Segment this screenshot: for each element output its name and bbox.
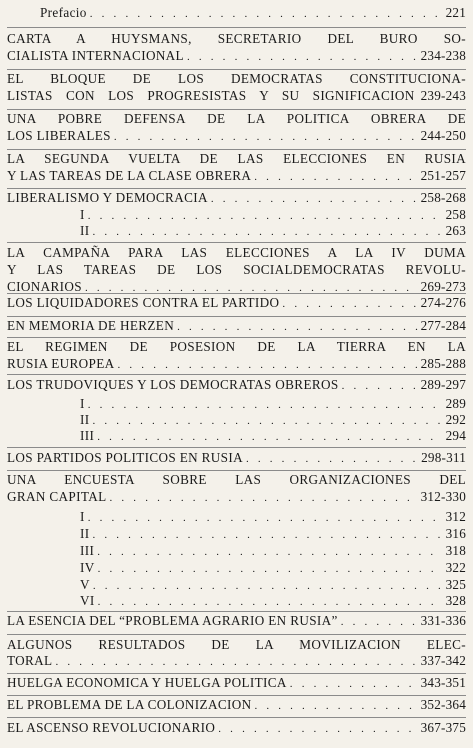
- dot-leader: [254, 169, 417, 185]
- toc-entry-title: LOS LIQUIDADORES CONTRA EL PARTIDO: [7, 295, 280, 310]
- toc-page-number: 294: [445, 428, 466, 443]
- toc-entry-title: CARTA A HUYSMANS, SECRETARIO DEL BURO SO-: [7, 31, 466, 46]
- toc-page-number: 298-311: [421, 450, 466, 465]
- toc-entry-title: Y LAS TAREAS DE LA CLASE OBRERA: [7, 168, 252, 183]
- dot-leader: [90, 6, 443, 22]
- dot-leader: [187, 49, 418, 65]
- entry-divider: [7, 242, 466, 243]
- dot-leader: [177, 319, 418, 335]
- toc-subsection-numeral: I: [80, 396, 85, 411]
- toc-entry-title: UNA ENCUESTA SOBRE LAS ORGANIZACIONES DEL: [7, 472, 466, 487]
- toc-subsection-numeral: II: [80, 526, 90, 541]
- toc-page-number: 258: [445, 207, 466, 222]
- dot-leader: [97, 429, 442, 445]
- toc-subsection: [80, 559, 466, 577]
- toc-subsection-numeral: I: [80, 207, 85, 222]
- dot-leader: [110, 490, 418, 506]
- entry-divider: [7, 27, 466, 28]
- toc-entry-encuesta-gran-capital: [7, 488, 466, 506]
- toc-entry-title: CIALISTA INTERNACIONAL: [7, 48, 184, 63]
- dot-leader: [211, 191, 418, 207]
- toc-entry-title-line: [7, 338, 466, 356]
- toc-page-number: 367-375: [420, 720, 466, 735]
- toc-entry-title-line: [7, 70, 466, 88]
- dot-leader: [290, 676, 418, 692]
- toc-entry-title: EL PROBLEMA DE LA COLONIZACION: [7, 697, 252, 712]
- toc-entry-title: HUELGA ECONOMICA Y HUELGA POLITICA: [7, 675, 287, 690]
- toc-page-number: 312: [445, 509, 466, 524]
- toc-subsection-numeral: I: [80, 509, 85, 524]
- dot-leader: [246, 451, 418, 467]
- dot-leader: [88, 510, 443, 526]
- dot-leader: [254, 698, 417, 714]
- dot-leader: [342, 378, 418, 394]
- toc-entry-regimen-tierra: [7, 355, 466, 373]
- toc-entry-trudoviques: [7, 376, 466, 394]
- toc-entry-title: Y LAS TAREAS DE LOS SOCIALDEMOCRATAS REVOLU-: [7, 262, 466, 277]
- toc-entry-colonizacion: [7, 696, 466, 714]
- toc-page-number: 221: [445, 5, 466, 20]
- toc-page-number: 316: [445, 526, 466, 541]
- toc-page-number: 328: [445, 593, 466, 608]
- toc-entry-title: LA SEGUNDA VUELTA DE LAS ELECCIONES EN RUSIA: [7, 151, 466, 166]
- toc-subsection-numeral: II: [80, 412, 90, 427]
- toc-entry-title: UNA POBRE DEFENSA DE LA POLITICA OBRERA DE: [7, 111, 466, 126]
- toc-subsection: [80, 542, 466, 560]
- toc-entry-title: LA ESENCIA DEL “PROBLEMA AGRARIO EN RUSIA”: [7, 613, 338, 628]
- toc-page-number: 258-268: [420, 190, 466, 205]
- toc-subsection-numeral: III: [80, 428, 95, 443]
- toc-entry-title-line: [7, 30, 466, 48]
- dot-leader: [282, 296, 417, 312]
- toc-entry-prefacio: [40, 4, 466, 22]
- toc-entry-problema-agrario: [7, 612, 466, 630]
- toc-subsection-numeral: IV: [80, 560, 95, 575]
- toc-subsection: [80, 508, 466, 526]
- dot-leader: [92, 224, 442, 240]
- entry-divider: [7, 634, 466, 635]
- toc-entry-title: TORAL: [7, 653, 53, 668]
- dot-leader: [98, 594, 443, 610]
- toc-page-number: 331-336: [420, 613, 466, 628]
- toc-entry-title: ALGUNOS RESULTADOS DE LA MOVILIZACION ELEC-: [7, 637, 466, 652]
- toc-entry-movilizacion-electoral: [7, 652, 466, 670]
- toc-entry-partidos-politicos: [7, 449, 466, 467]
- toc-subsection: [80, 525, 466, 543]
- toc-subsection-numeral: II: [80, 223, 90, 238]
- toc-page-number: 289: [445, 396, 466, 411]
- dot-leader: [98, 561, 443, 577]
- toc-page-number: 337-342: [420, 653, 466, 668]
- toc-entry-title: LIBERALISMO Y DEMOCRACIA: [7, 190, 208, 205]
- toc-entry-title: LISTAS CON LOS PROGRESISTAS Y SU SIGNIFICACION: [7, 88, 415, 103]
- toc-subsection-numeral: III: [80, 543, 95, 558]
- toc-page-number: 269-273: [420, 279, 466, 294]
- toc-entry-title: EL BLOQUE DE LOS DEMOCRATAS CONSTITUCIONA-: [7, 71, 466, 86]
- toc-page-number: 274-276: [420, 295, 466, 310]
- toc-entry-huelga: [7, 674, 466, 692]
- dot-leader: [97, 544, 442, 560]
- toc-page-number: 292: [445, 412, 466, 427]
- toc-entry-title: EL REGIMEN DE POSESION DE LA TIERRA EN LA: [7, 339, 466, 354]
- toc-entry-title: CIONARIOS: [7, 279, 82, 294]
- dot-leader: [218, 721, 417, 737]
- toc-entry-title-line: [7, 471, 466, 489]
- toc-page-number: 244-250: [420, 128, 466, 143]
- toc-page-number: 234-238: [420, 48, 466, 63]
- toc-entry-title-line: [7, 110, 466, 128]
- toc-page-number: 251-257: [420, 168, 466, 183]
- toc-entry-liberalismo: [7, 189, 466, 207]
- toc-page-number: 343-351: [420, 675, 466, 690]
- toc-entry-title: LOS PARTIDOS POLITICOS EN RUSIA: [7, 450, 243, 465]
- dot-leader: [55, 654, 417, 670]
- toc-entry-title: EN MEMORIA DE HERZEN: [7, 318, 175, 333]
- dot-leader: [114, 129, 418, 145]
- toc-subsection-numeral: V: [80, 577, 90, 592]
- dot-leader: [92, 527, 442, 543]
- toc-entry-pobre-defensa: [7, 127, 466, 145]
- toc-entry-ascenso-revolucionario: [7, 719, 466, 737]
- toc-entry-title: LOS LIBERALES: [7, 128, 111, 143]
- toc-page-number: 263: [445, 223, 466, 238]
- toc-page-number: 352-364: [420, 697, 466, 712]
- toc-subsection-numeral: VI: [80, 593, 95, 608]
- toc-entry-carta-huysmans: [7, 47, 466, 65]
- toc-entry-title-line: [7, 150, 466, 168]
- toc-subsection: [80, 222, 466, 240]
- toc-entry-title: Prefacio: [40, 5, 87, 20]
- dot-leader: [118, 357, 418, 373]
- toc-entry-liquidadores: [7, 294, 466, 312]
- toc-entry-title: LA CAMPAÑA PARA LAS ELECCIONES A LA IV DUMA: [7, 245, 466, 260]
- dot-leader: [341, 614, 418, 630]
- toc-page-number: 325: [445, 577, 466, 592]
- toc-entry-title-line: [7, 244, 466, 262]
- toc-page-number: 277-284: [420, 318, 466, 333]
- toc-entry-title: RUSIA EUROPEA: [7, 356, 115, 371]
- toc-entry-title: LOS TRUDOVIQUES Y LOS DEMOCRATAS OBREROS: [7, 377, 339, 392]
- entry-divider: [7, 717, 466, 718]
- toc-entry-title: GRAN CAPITAL: [7, 489, 107, 504]
- toc-entry-herzen: [7, 317, 466, 335]
- toc-page-number: 318: [445, 543, 466, 558]
- toc-page-number: 289-297: [420, 377, 466, 392]
- entry-divider: [7, 374, 466, 375]
- toc-entry-title-line: [7, 261, 466, 279]
- toc-page-number: 239-243: [420, 88, 466, 103]
- toc-subsection: [80, 427, 466, 445]
- entry-divider: [7, 447, 466, 448]
- toc-entry-title: EL ASCENSO REVOLUCIONARIO: [7, 720, 216, 735]
- toc-entry-segunda-vuelta: [7, 167, 466, 185]
- toc-page-number: 285-288: [420, 356, 466, 371]
- toc-subsection: [80, 592, 466, 610]
- toc-page-number: 322: [445, 560, 466, 575]
- toc-entry-bloque-democratas: [7, 87, 466, 105]
- toc-page-number: 312-330: [420, 489, 466, 504]
